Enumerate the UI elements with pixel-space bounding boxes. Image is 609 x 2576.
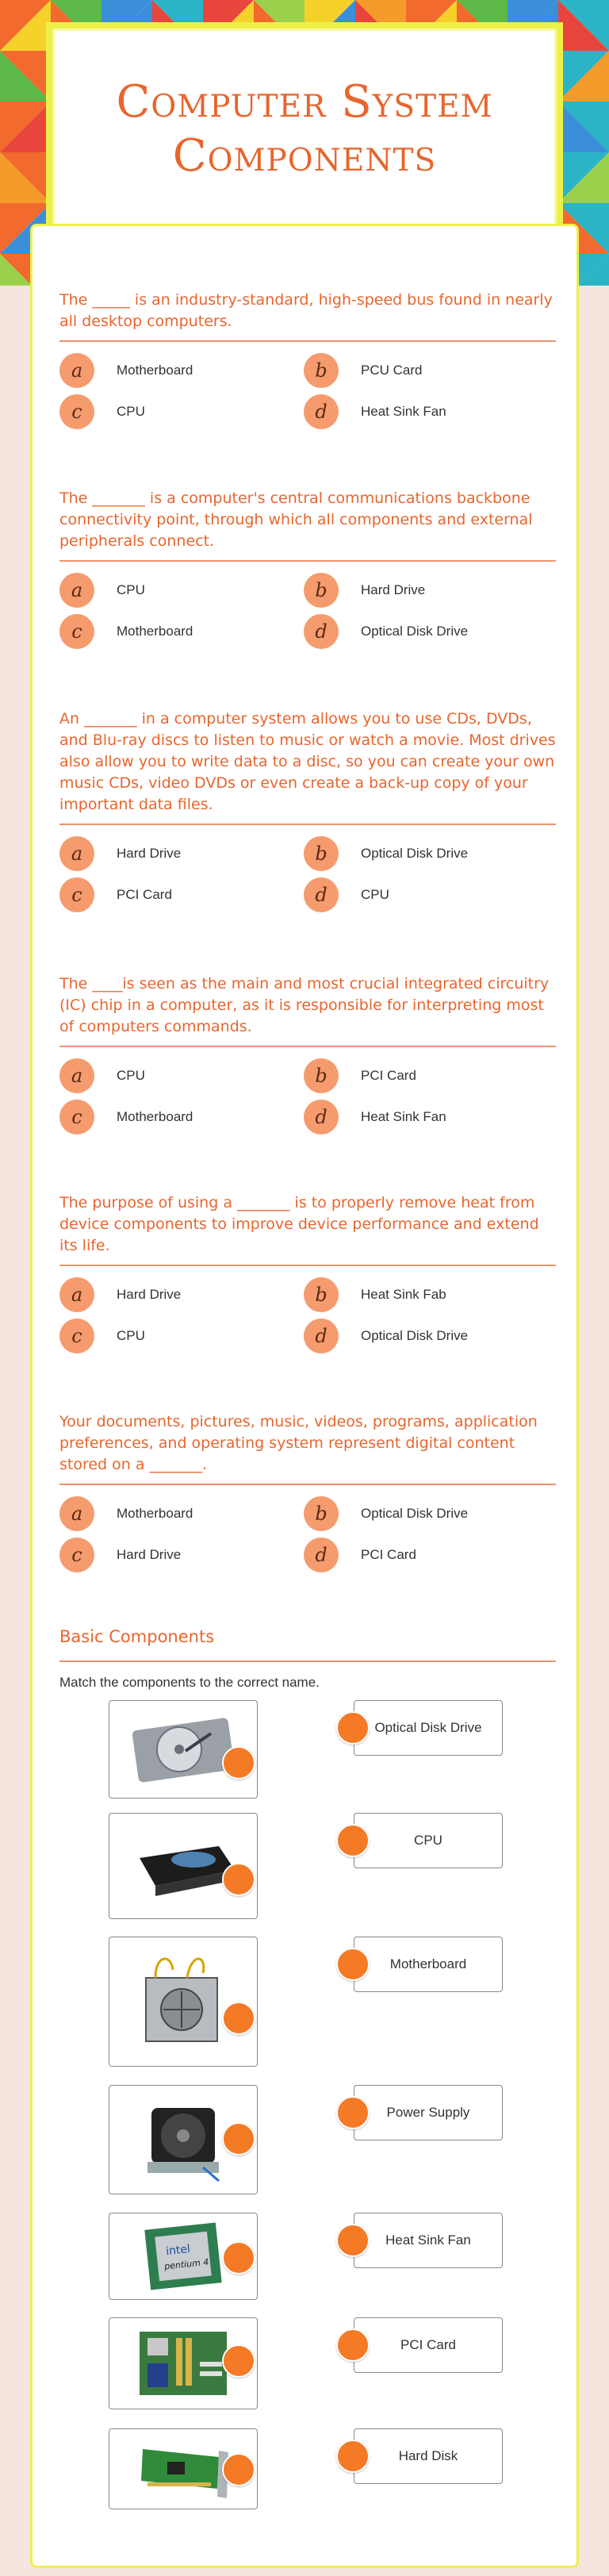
letter-badge: a — [59, 1277, 94, 1312]
name-label: Optical Disk Drive — [374, 1720, 482, 1735]
letter-badge: c — [59, 1538, 94, 1572]
option-label: Hard Drive — [361, 582, 426, 597]
option-c[interactable] — [59, 614, 193, 649]
option-label: Optical Disk Drive — [361, 1328, 469, 1343]
option-c[interactable] — [59, 1100, 193, 1134]
letter-badge: b — [304, 1058, 339, 1093]
letter-badge: b — [304, 1277, 339, 1312]
name-label: Motherboard — [389, 1956, 467, 1971]
options-group — [59, 562, 556, 649]
question-5 — [59, 1192, 556, 1353]
letter-badge: a — [59, 573, 94, 608]
option-d[interactable] — [304, 394, 446, 429]
option-label: Heat Sink Fab — [361, 1287, 446, 1302]
option-label: Motherboard — [117, 1506, 193, 1521]
options-group — [59, 825, 556, 912]
name-box-1[interactable] — [354, 1700, 503, 1756]
letter-badge: a — [59, 1058, 94, 1093]
option-label: PCI Card — [117, 887, 172, 902]
option-label: Hard Drive — [117, 846, 182, 861]
option-label: Optical Disk Drive — [361, 624, 469, 639]
question-6 — [59, 1411, 556, 1572]
option-label: Motherboard — [117, 1109, 193, 1124]
option-label: PCU Card — [361, 363, 423, 378]
question-3 — [59, 708, 556, 912]
option-c[interactable] — [59, 1319, 145, 1353]
options-group — [59, 342, 556, 429]
name-connector-4[interactable] — [336, 2096, 370, 2129]
option-label: Heat Sink Fan — [361, 1109, 446, 1124]
letter-badge: b — [304, 836, 339, 871]
name-box-5[interactable] — [354, 2213, 503, 2268]
name-connector-7[interactable] — [336, 2440, 370, 2473]
option-label: Hard Drive — [117, 1287, 182, 1302]
option-b[interactable] — [304, 353, 422, 388]
image-connector-4[interactable] — [222, 2122, 255, 2156]
option-label: PCI Card — [361, 1547, 416, 1562]
question-2 — [59, 488, 556, 649]
letter-badge: d — [304, 394, 339, 429]
question-text: The ____is seen as the main and most crucial integrated circuitry (IC) chip in a computer, as it is responsible for interpreting most of computers commands. — [59, 975, 550, 1035]
options-group — [59, 1485, 556, 1572]
option-d[interactable] — [304, 614, 468, 649]
option-d[interactable] — [304, 1538, 416, 1572]
letter-badge: a — [59, 353, 94, 388]
option-label: PCI Card — [361, 1068, 416, 1083]
name-label: Heat Sink Fan — [385, 2232, 471, 2248]
name-label: CPU — [414, 1833, 442, 1848]
section-title: Basic Components — [59, 1627, 215, 1646]
image-connector-3[interactable] — [222, 2002, 255, 2035]
image-connector-7[interactable] — [222, 2453, 255, 2486]
letter-badge: c — [59, 614, 94, 649]
letter-badge: c — [59, 1100, 94, 1134]
image-connector-6[interactable] — [222, 2344, 255, 2378]
option-a[interactable] — [59, 1277, 181, 1312]
letter-badge: d — [304, 1538, 339, 1572]
option-c[interactable] — [59, 394, 145, 429]
option-a[interactable] — [59, 353, 193, 388]
option-label: CPU — [117, 1328, 145, 1343]
option-label: Heat Sink Fan — [361, 404, 446, 419]
option-label: CPU — [361, 887, 389, 902]
name-box-6[interactable] — [354, 2317, 503, 2373]
letter-badge: c — [59, 394, 94, 429]
letter-badge: d — [304, 877, 339, 912]
name-box-4[interactable] — [354, 2085, 503, 2140]
option-a[interactable] — [59, 1058, 145, 1093]
name-connector-2[interactable] — [336, 1824, 370, 1857]
letter-badge: d — [304, 1100, 339, 1134]
section-divider — [59, 1660, 556, 1662]
question-text: The purpose of using a _______ is to properly remove heat from device components to improve device performance and extend its life. — [59, 1194, 539, 1254]
name-box-2[interactable] — [354, 1813, 503, 1868]
letter-badge: d — [304, 1319, 339, 1353]
optical-drive-icon — [124, 1826, 243, 1906]
option-label: Optical Disk Drive — [361, 846, 469, 861]
question-4 — [59, 973, 556, 1134]
option-a[interactable] — [59, 1496, 193, 1531]
option-label: Motherboard — [117, 363, 193, 378]
option-d[interactable] — [304, 1319, 468, 1353]
option-c[interactable] — [59, 1538, 181, 1572]
option-label: CPU — [117, 582, 145, 597]
option-label: Hard Drive — [117, 1547, 182, 1562]
letter-badge: b — [304, 353, 339, 388]
title-line-1: Computer System — [116, 76, 493, 128]
chip-brand-label: intel — [165, 2243, 191, 2259]
hard-disk-icon — [124, 1710, 243, 1789]
option-c[interactable] — [59, 877, 172, 912]
chip-model-label: pentium 4 — [163, 2256, 209, 2272]
name-label: Power Supply — [386, 2105, 470, 2120]
name-connector-5[interactable] — [336, 2224, 370, 2257]
name-box-3[interactable] — [354, 1937, 503, 1992]
letter-badge: c — [59, 877, 94, 912]
letter-badge: c — [59, 1319, 94, 1353]
name-label: PCI Card — [400, 2337, 456, 2352]
name-connector-1[interactable] — [336, 1711, 370, 1745]
power-supply-icon — [124, 1946, 243, 2057]
option-label: Motherboard — [117, 624, 193, 639]
option-b[interactable] — [304, 573, 425, 608]
page-title — [116, 75, 492, 183]
worksheet — [30, 224, 579, 2568]
question-text: An _______ in a computer system allows you to use CDs, DVDs, and Blu-ray discs to listen to music or watch a movie. Most drives also allow you to write data to a disc, so you can create your own music CDs, video DVDs or even create a back-up copy of your important data files. — [59, 710, 556, 813]
question-text: Your documents, pictures, music, videos, programs, application preferences, and operating system represent digital content stored on a _______. — [59, 1413, 538, 1473]
question-1 — [59, 290, 556, 429]
letter-badge: b — [304, 573, 339, 608]
option-label: Optical Disk Drive — [361, 1506, 469, 1521]
image-connector-2[interactable] — [222, 1863, 255, 1896]
option-a[interactable] — [59, 573, 145, 608]
option-label: CPU — [117, 1068, 145, 1083]
image-connector-5[interactable] — [222, 2241, 255, 2275]
option-label: CPU — [117, 404, 145, 419]
title-line-2: Components — [172, 130, 437, 182]
options-group — [59, 1266, 556, 1353]
name-box-7[interactable] — [354, 2428, 503, 2484]
option-a[interactable] — [59, 836, 181, 871]
question-text: The _______ is a computer's central communications backbone connectivity point, through which all components and external peripherals connect. — [59, 489, 533, 550]
title-card — [46, 22, 563, 236]
image-connector-1[interactable] — [222, 1746, 255, 1779]
option-d[interactable] — [304, 877, 389, 912]
letter-badge: a — [59, 836, 94, 871]
option-b[interactable] — [304, 836, 468, 871]
question-text: The _____ is an industry-standard, high-speed bus found in nearly all desktop computers. — [59, 291, 553, 330]
letter-badge: d — [304, 614, 339, 649]
option-b[interactable] — [304, 1277, 446, 1312]
option-d[interactable] — [304, 1100, 446, 1134]
letter-badge: a — [59, 1496, 94, 1531]
name-connector-3[interactable] — [336, 1948, 370, 1981]
options-group — [59, 1047, 556, 1134]
name-label: Hard Disk — [398, 2448, 458, 2463]
letter-badge: b — [304, 1496, 339, 1531]
option-b[interactable] — [304, 1058, 416, 1093]
name-connector-6[interactable] — [336, 2328, 370, 2362]
option-b[interactable] — [304, 1496, 468, 1531]
matching-instructions: Match the components to the correct name. — [59, 1675, 320, 1690]
